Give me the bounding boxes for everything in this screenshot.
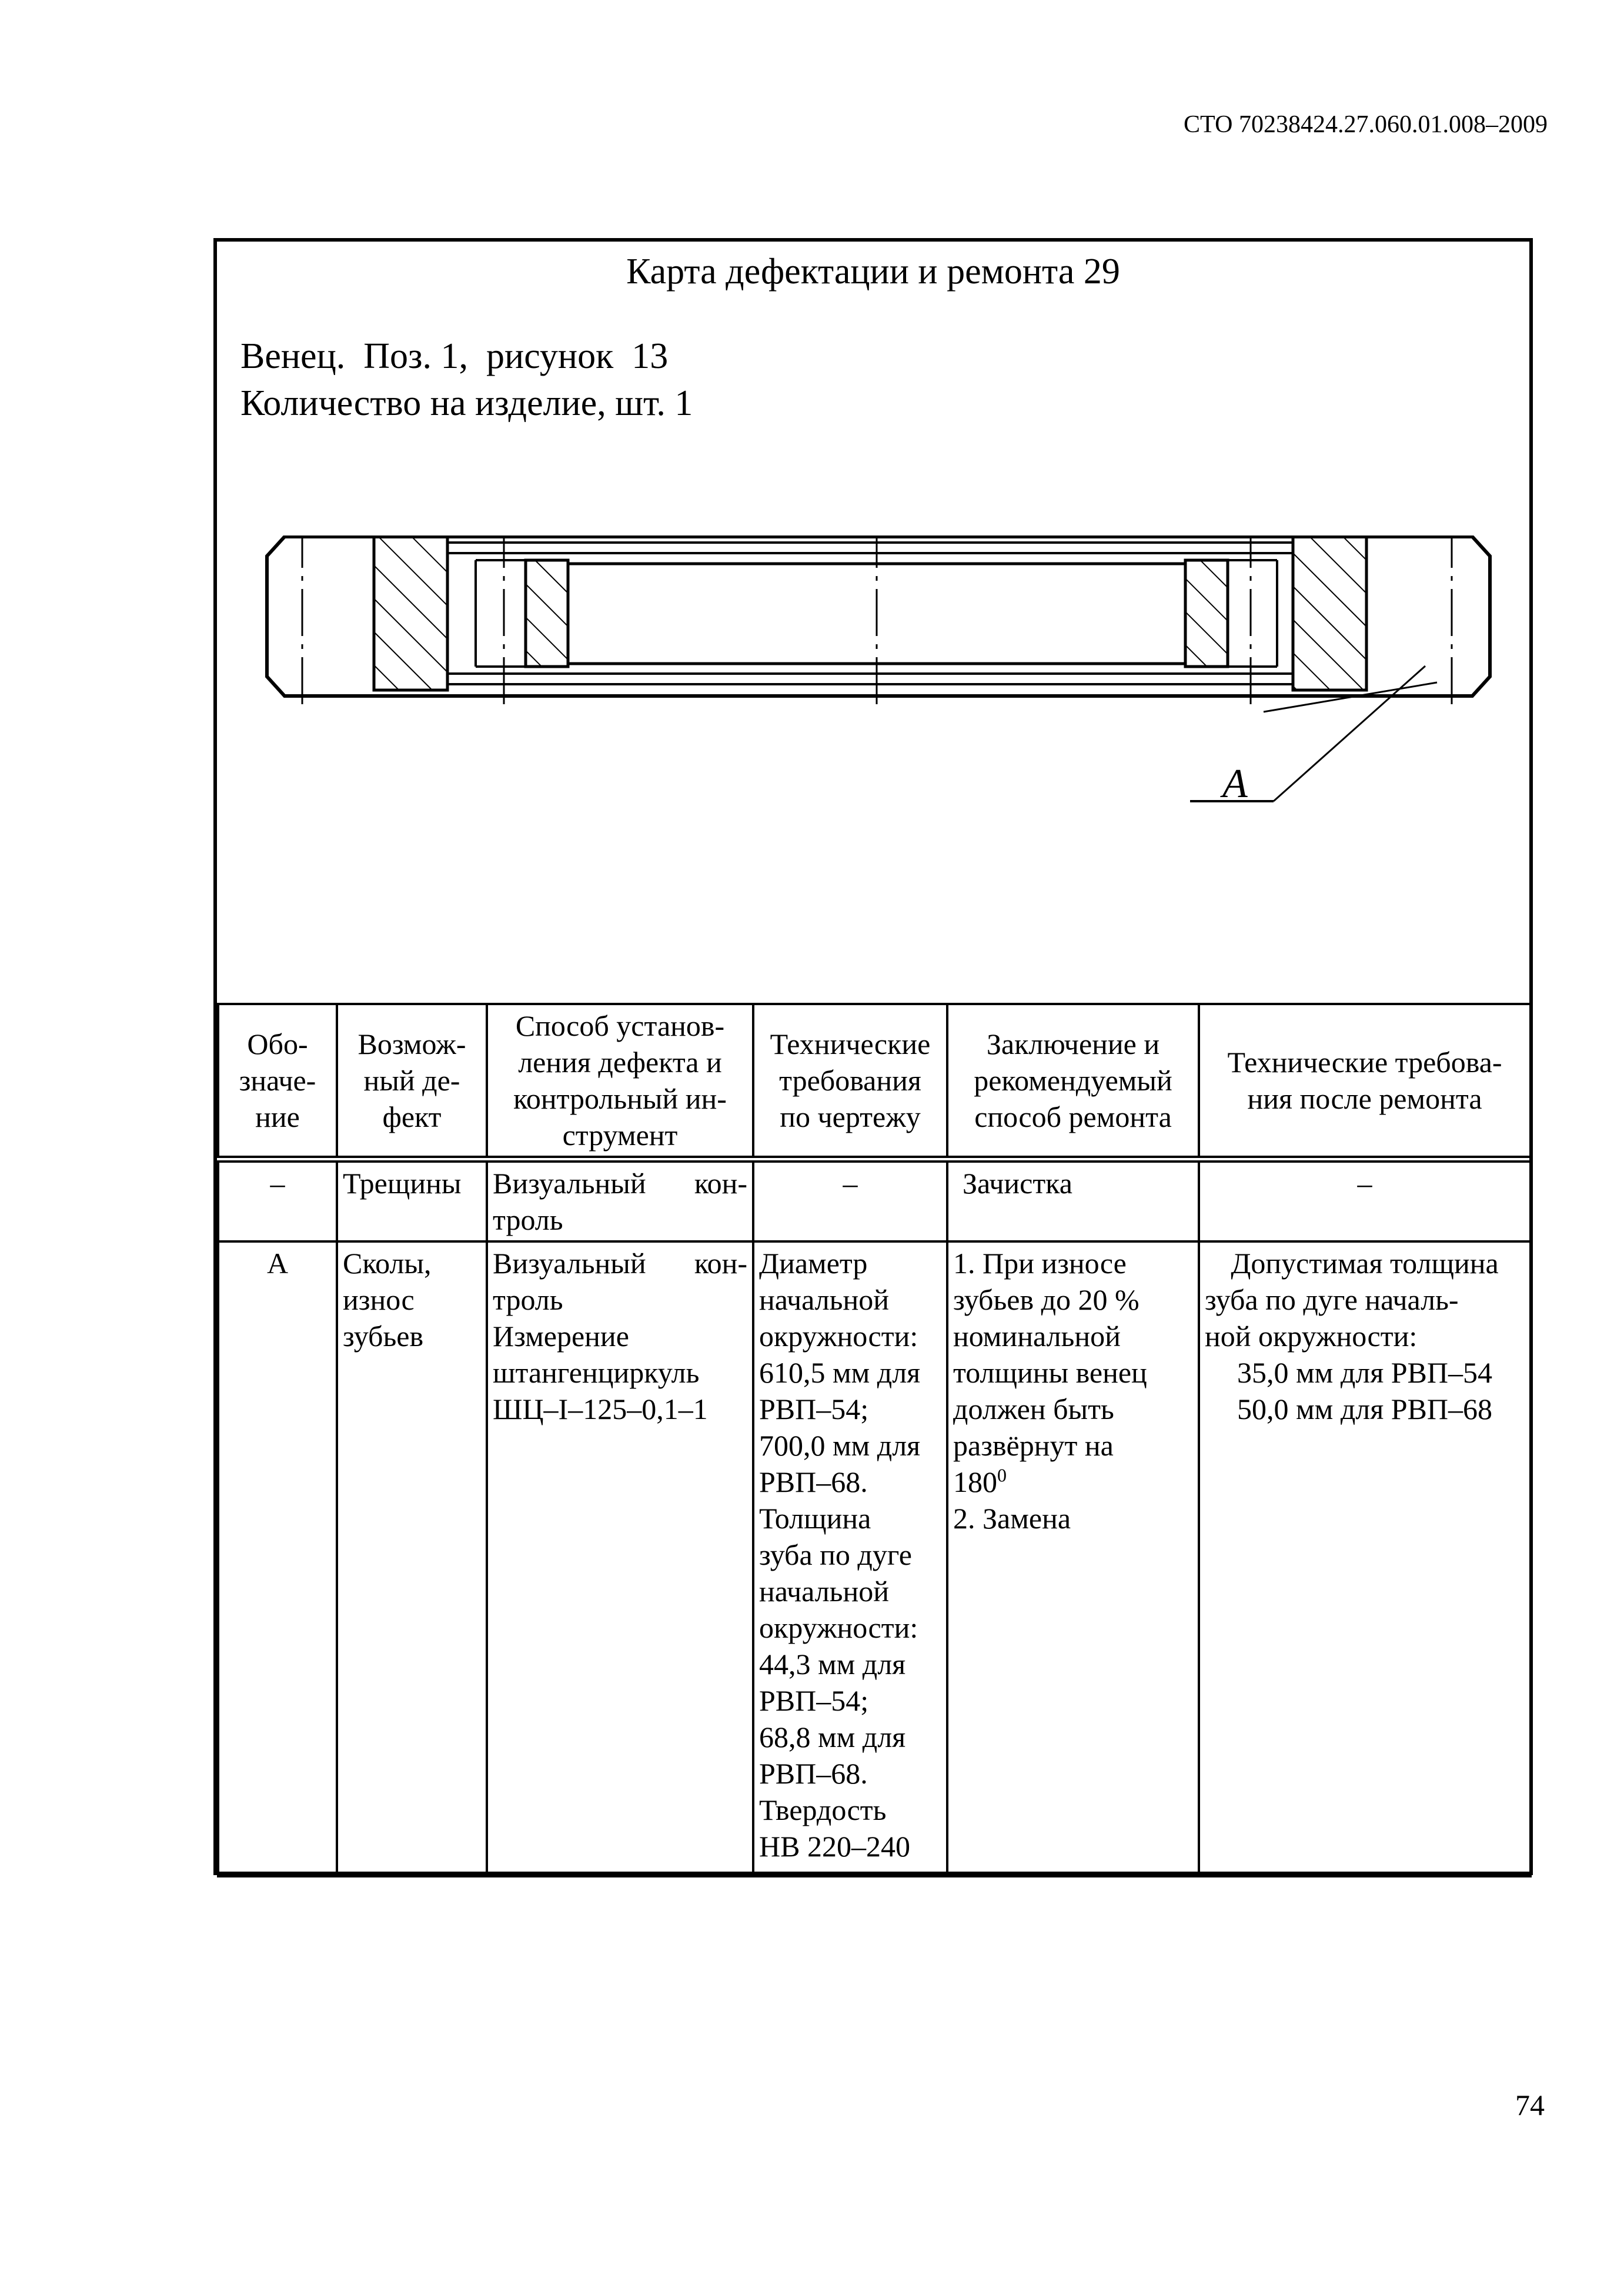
cell-conclusion xyxy=(947,1241,1199,1876)
conclusion-line: 2. Замена xyxy=(953,1502,1071,1535)
method-line: ШЦ–I–125–0,1–1 xyxy=(493,1393,708,1425)
method-line: Измерение xyxy=(493,1320,629,1353)
conclusion-line: номинальной xyxy=(953,1320,1121,1353)
header-requirements: Технические требования по чертежу xyxy=(753,1004,947,1159)
cell-method xyxy=(487,1241,753,1876)
ring-cross-section-drawing xyxy=(243,535,1508,982)
requirements-line: Толщина xyxy=(759,1502,871,1535)
cell-requirements: – xyxy=(753,1159,947,1241)
requirements-line: 68,8 мм для xyxy=(759,1721,906,1753)
document-code: СТО 70238424.27.060.01.008–2009 xyxy=(1184,111,1548,138)
card-title: Карта дефектации и ремонта 29 xyxy=(626,252,1120,292)
after-repair-line: 35,0 мм для РВП–54 xyxy=(1237,1356,1492,1389)
cell-defect xyxy=(337,1241,487,1876)
defect-line: зубьев xyxy=(343,1320,424,1353)
table-header-row xyxy=(218,1004,1531,1159)
method-line: штангенциркуль xyxy=(493,1356,700,1389)
drawing-label-a: А xyxy=(1222,761,1248,806)
requirements-line: начальной xyxy=(759,1283,889,1316)
requirements-line: окружности: xyxy=(759,1320,918,1353)
cell-requirements xyxy=(753,1241,947,1876)
table-row xyxy=(218,1241,1531,1876)
header-after-repair: Технические требова- ния после ремонта xyxy=(1199,1004,1531,1159)
table-row xyxy=(218,1159,1531,1241)
requirements-line: 610,5 мм для xyxy=(759,1356,921,1389)
cell-after-repair xyxy=(1199,1241,1531,1876)
after-repair-line: Допустимая толщина xyxy=(1231,1247,1499,1280)
after-repair-line: зуба по дуге началь- xyxy=(1205,1283,1459,1316)
defect-card-frame xyxy=(213,238,1533,1875)
quantity-line: Количество на изделие, шт. 1 xyxy=(240,383,693,423)
conclusion-line: развёрнут на xyxy=(953,1429,1114,1462)
cell-designation: А xyxy=(218,1241,337,1876)
header-method: Способ установ- ления дефекта и контрольный ин- струмент xyxy=(487,1004,753,1159)
card-header-area xyxy=(217,242,1529,1003)
conclusion-line: толщины венец xyxy=(953,1356,1147,1389)
method-line: Визуальный кон- xyxy=(493,1167,747,1200)
requirements-line: 700,0 мм для xyxy=(759,1429,921,1462)
defect-line: износ xyxy=(343,1283,415,1316)
requirements-line: зуба по дуге xyxy=(759,1538,912,1571)
requirements-line: окружности: xyxy=(759,1611,918,1644)
requirements-line: 44,3 мм для xyxy=(759,1648,906,1681)
requirements-line: начальной xyxy=(759,1575,889,1608)
after-repair-line: ной окружности: xyxy=(1205,1320,1418,1353)
requirements-line: Диаметр xyxy=(759,1247,868,1280)
method-line: троль xyxy=(493,1203,563,1236)
header-designation: Обо- значе- ние xyxy=(218,1004,337,1159)
method-line: Визуальный кон- xyxy=(493,1247,747,1280)
requirements-line: РВП–68. xyxy=(759,1757,868,1790)
after-repair-line: 50,0 мм для РВП–68 xyxy=(1237,1393,1492,1425)
conclusion-angle-line xyxy=(953,1464,1193,1500)
cell-designation: – xyxy=(218,1159,337,1241)
cell-conclusion: Зачистка xyxy=(947,1159,1199,1241)
part-designation: Венец. Поз. 1, рисунок 13 xyxy=(240,336,669,376)
requirements-line: РВП–54; xyxy=(759,1684,869,1717)
degree-superscript: 0 xyxy=(997,1464,1007,1486)
conclusion-line: 1. При износе xyxy=(953,1247,1127,1280)
conclusion-line: зубьев до 20 % xyxy=(953,1283,1140,1316)
requirements-line: НВ 220–240 xyxy=(759,1830,910,1863)
cell-method xyxy=(487,1159,753,1241)
requirements-line: РВП–68. xyxy=(759,1465,868,1498)
cell-defect: Трещины xyxy=(337,1159,487,1241)
header-conclusion: Заключение и рекомендуемый способ ремонта xyxy=(947,1004,1199,1159)
method-line: троль xyxy=(493,1283,563,1316)
conclusion-angle: 180 xyxy=(953,1465,997,1498)
defect-table xyxy=(217,1003,1532,1877)
conclusion-line: должен быть xyxy=(953,1393,1114,1425)
requirements-line: Твердость xyxy=(759,1793,887,1826)
page-number: 74 xyxy=(1515,2089,1545,2121)
cell-after-repair: – xyxy=(1199,1159,1531,1241)
requirements-line: РВП–54; xyxy=(759,1393,869,1425)
defect-line: Сколы, xyxy=(343,1247,432,1280)
header-defect: Возмож- ный де- фект xyxy=(337,1004,487,1159)
